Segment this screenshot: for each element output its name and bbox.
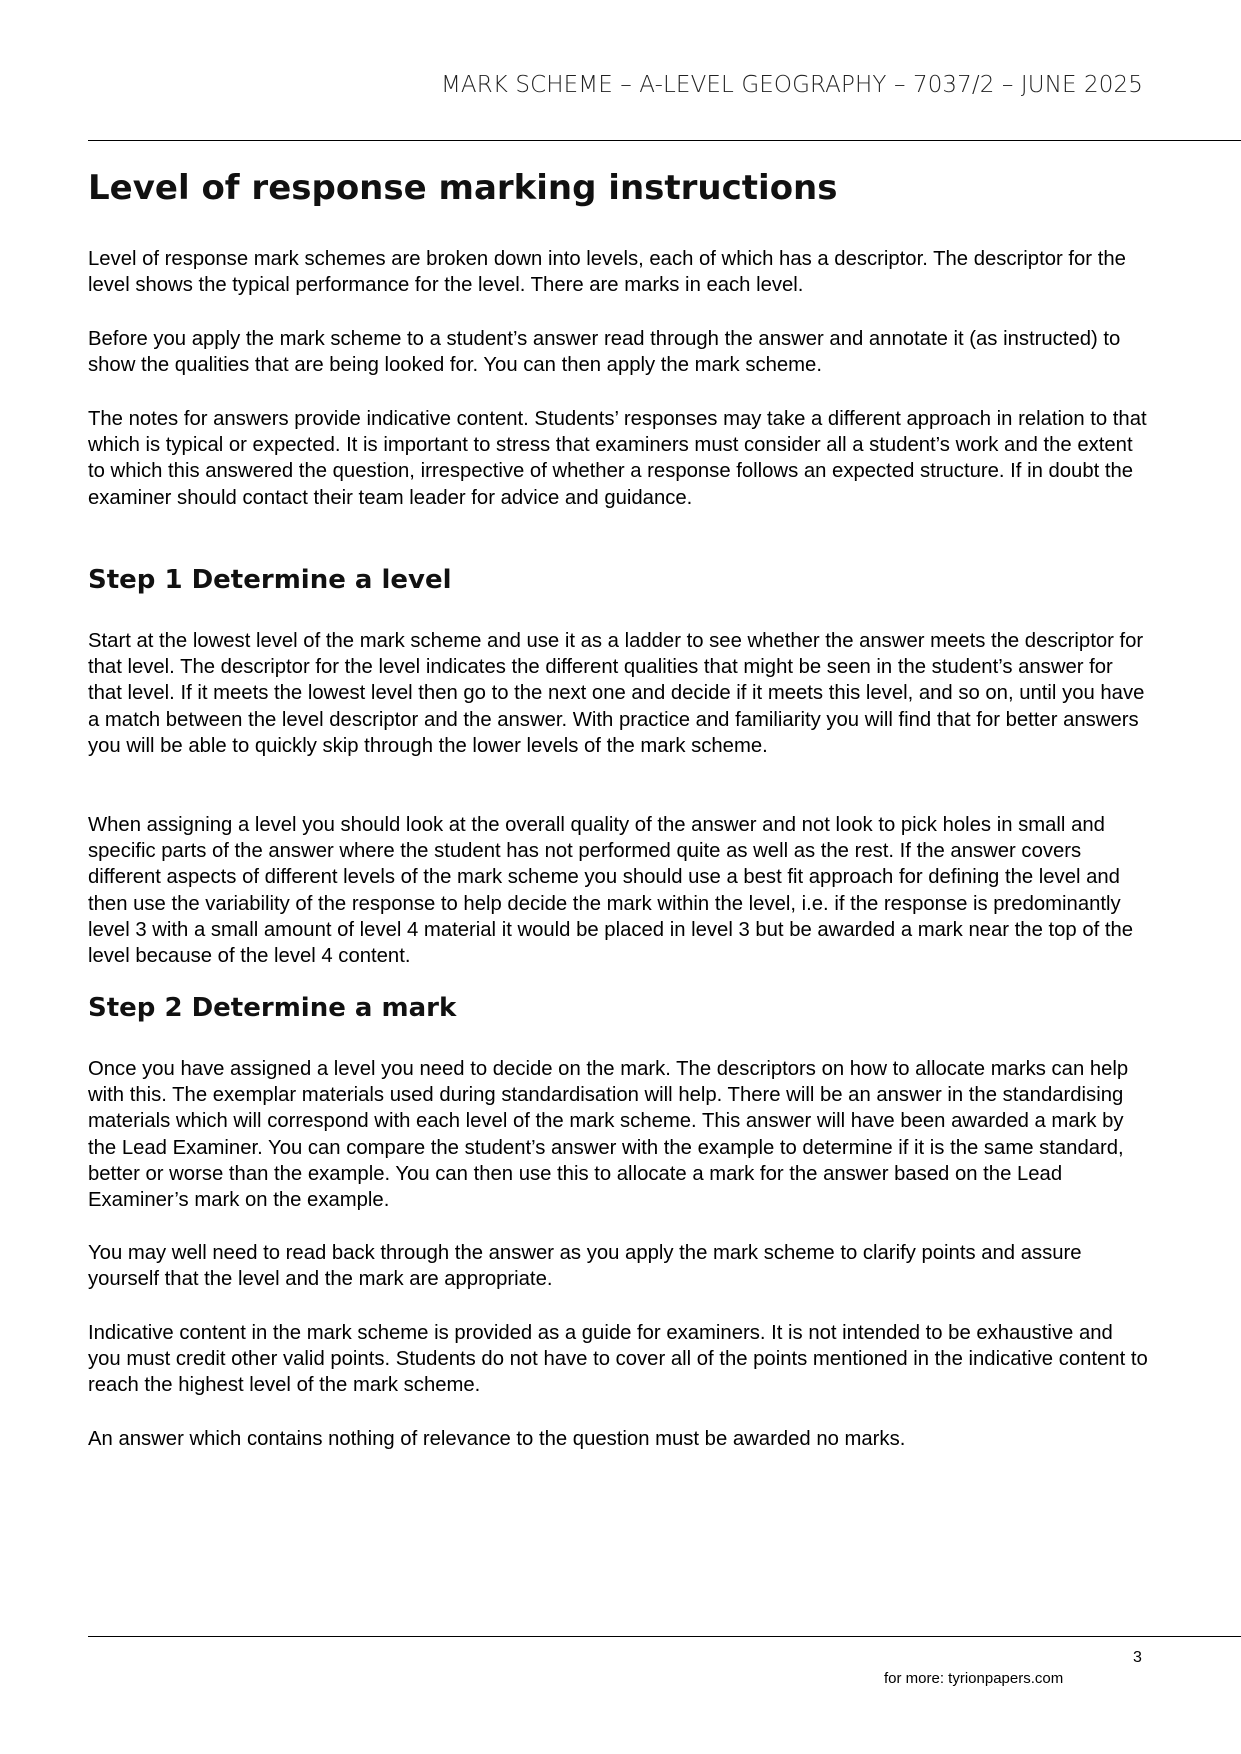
step-2-paragraph-4: An answer which contains nothing of relevance to the question must be awarded no marks. [88,1428,906,1450]
intro-paragraph-3: The notes for answers provide indicative content. Students’ responses may take a different approach in relation to that which is typical or expected. It is important to stress that examiners must consider all a student’s work and the extent to which this answered the question, irrespective of whether a response follows an expected structure. If in doubt the examiner should contact their team leader for advice and guidance. [88,408,1147,509]
footer-note: for more: tyrionpapers.com [884,1670,1064,1687]
running-header: MARK SCHEME – A-LEVEL GEOGRAPHY – 7037/2 – JUNE 2025 [440,72,1143,98]
page-title: Level of response marking instructions [88,168,838,208]
step-2-heading: Step 2 Determine a mark [88,993,457,1023]
header-divider [88,140,1241,141]
footer-divider [88,1636,1241,1637]
intro-paragraph-1: Level of response mark schemes are broken down into levels, each of which has a descriptor. The descriptor for the level shows the typical performance for the level. There are marks in each level. [88,248,1126,297]
step-1-heading: Step 1 Determine a level [88,565,452,595]
page-number: 3 [1133,1649,1142,1666]
step-2-paragraph-3: Indicative content in the mark scheme is provided as a guide for examiners. It is not intended to be exhaustive and you must credit other valid points. Students do not have to cover all of the points mentioned in the indicative content to reach the highest level of the mark scheme. [88,1322,1148,1397]
step-1-paragraph-2: When assigning a level you should look at the overall quality of the answer and not look to pick holes in small and specific parts of the answer where the student has not performed quite as well as the rest. If the answer covers different aspects of different levels of the mark scheme you should use a best fit approach for defining the level and then use the variability of the response to help decide the mark within the level, i.e. if the response is predominantly level 3 with a small amount of level 4 material it would be placed in level 3 but be awarded a mark near the top of the level because of the level 4 content. [88,814,1134,968]
step-2-paragraph-2: You may well need to read back through the answer as you apply the mark scheme to clarify points and assure yourself that the level and the mark are appropriate. [88,1242,1082,1291]
step-1-paragraph-1: Start at the lowest level of the mark scheme and use it as a ladder to see whether the answer meets the descriptor for that level. The descriptor for the level indicates the different qualities that might be seen in the student’s answer for that level. If it meets the lowest level then go to the next one and decide if it meets this level, and so on, until you have a match between the level descriptor and the answer. With practice and familiarity you will find that for better answers you will be able to quickly skip through the lower levels of the mark scheme. [88,630,1145,757]
intro-paragraph-2: Before you apply the mark scheme to a student’s answer read through the answer and annotate it (as instructed) to show the qualities that are being looked for. You can then apply the mark scheme. [88,328,1121,377]
step-2-paragraph-1: Once you have assigned a level you need to decide on the mark. The descriptors on how to allocate marks can help with this. The exemplar materials used during standardisation will help. There will be an answer in the standardising materials which will correspond with each level of the mark scheme. This answer will have been awarded a mark by the Lead Examiner. You can compare the student’s answer with the example to determine if it is the same standard, better or worse than the example. You can then use this to allocate a mark for the answer based on the Lead Examiner’s mark on the example. [88,1058,1129,1212]
